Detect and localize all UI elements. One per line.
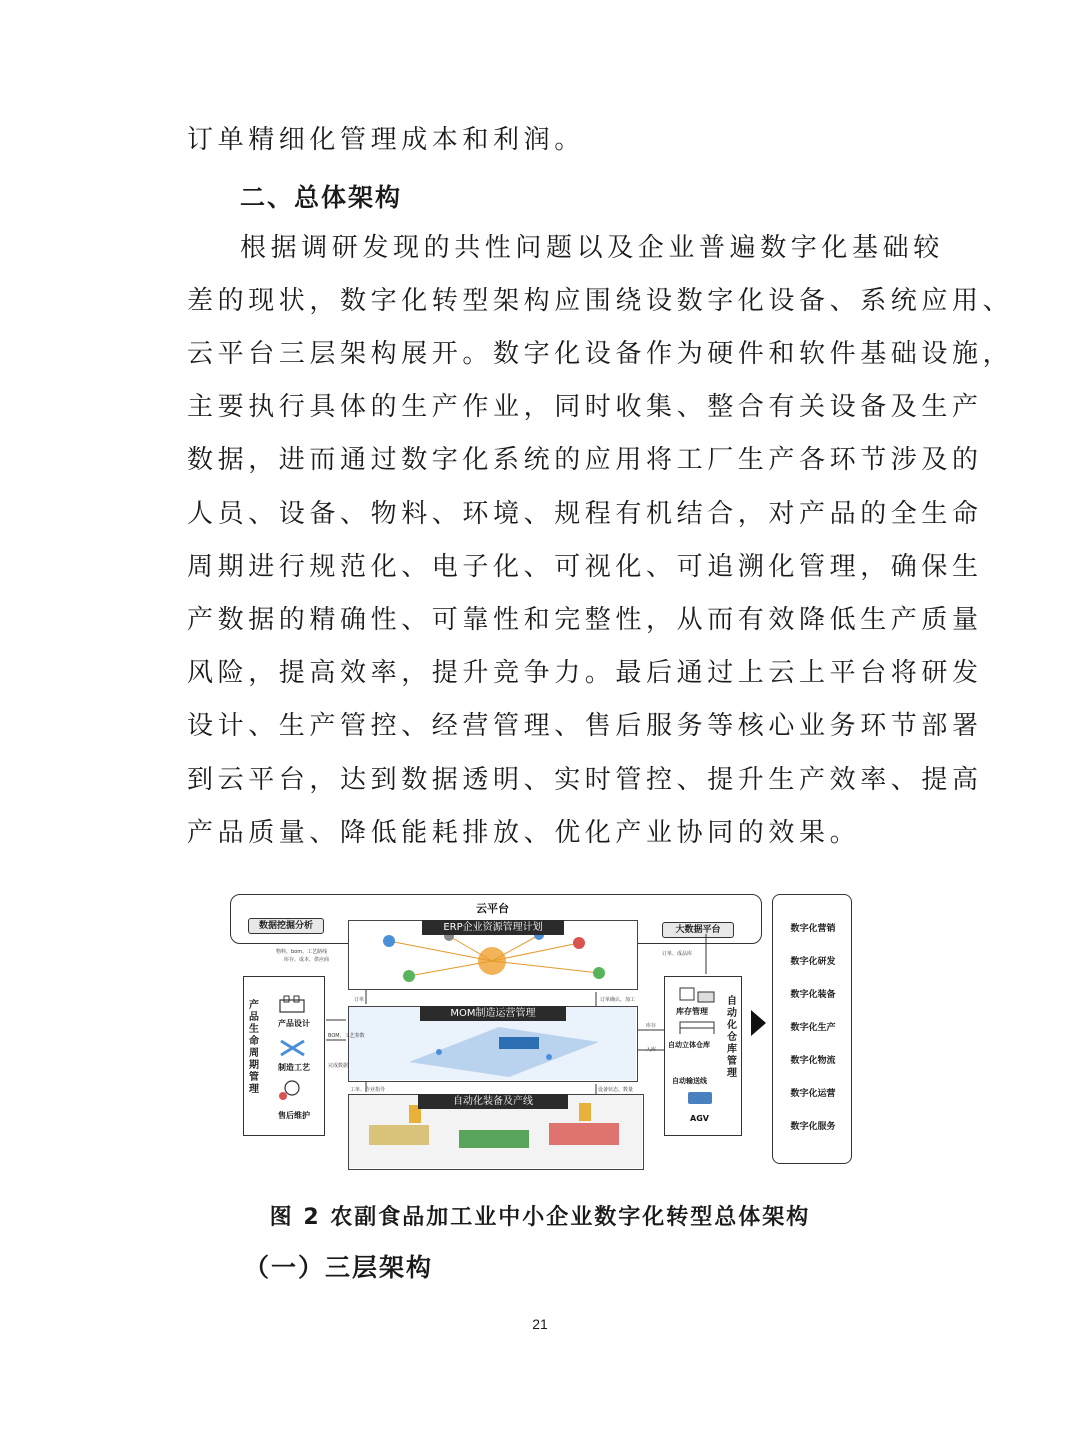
digital-item-production: 数字化生产: [790, 1023, 836, 1033]
flow-label-d: 订单确认、加工: [600, 997, 636, 1003]
body-line-8: 周期进行规范化、电子化、可视化、可追溯化管理，确保生: [187, 552, 983, 582]
body-line-12: 到云平台，达到数据透明、实时管控、提升生产效率、提高: [187, 765, 983, 795]
body-line-10: 风险，提高效率，提升竞争力。最后通过上云上平台将研发: [187, 658, 983, 688]
agv-icon: [686, 1088, 716, 1108]
tools-icon: [278, 1038, 308, 1058]
warehouse-label: 自动化仓库管理: [727, 996, 737, 1079]
body-line-1: 订单精细化管理成本和利润。: [187, 125, 585, 155]
subsection-heading: （一）三层架构: [244, 1253, 434, 1282]
after-sales-label: 售后维护: [278, 1111, 310, 1120]
factory-icon: [278, 994, 308, 1014]
flow-label-b: 库存、成本、供应商: [284, 957, 330, 963]
flow-label-f: BOM、工艺参数: [328, 1033, 365, 1039]
lifecycle-label: 产品生命周期管理: [249, 1000, 259, 1095]
flow-label-e: 订单、成品库: [662, 951, 693, 957]
conveyor-label: 自动输送线: [672, 1077, 707, 1085]
body-line-11: 设计、生产管控、经营管理、售后服务等核心业务环节部署: [187, 711, 983, 741]
flow-label-c: 订单: [354, 997, 365, 1003]
body-line-7: 人员、设备、物料、环境、规程有机结合，对产品的全生命: [187, 499, 983, 529]
flow-label-h: 库存: [646, 1023, 657, 1029]
body-line-2: 根据调研发现的共性问题以及企业普遍数字化基础较: [240, 233, 944, 263]
flow-label-g: 完成数据: [328, 1063, 349, 1069]
digital-item-rd: 数字化研发: [790, 957, 836, 967]
product-design-label: 产品设计: [278, 1019, 310, 1028]
section-heading: 二、总体架构: [240, 183, 403, 212]
digital-item-equipment: 数字化装备: [790, 990, 836, 1000]
body-line-9: 产数据的精确性、可靠性和完整性，从而有效降低生产质量: [187, 605, 983, 635]
body-line-3: 差的现状，数字化转型架构应围绕设数字化设备、系统应用、: [187, 286, 1014, 316]
agv-label: AGV: [690, 1114, 709, 1123]
cloud-title: 云平台: [476, 902, 509, 915]
warehouse-icon: [678, 984, 718, 1004]
digital-item-marketing: 数字化营销: [790, 924, 836, 934]
body-line-13: 产品质量、降低能耗排放、优化产业协同的效果。: [187, 818, 861, 848]
big-data-tag: 大数据平台: [662, 922, 734, 938]
flow-label-k: 设备状态、数量: [598, 1087, 634, 1093]
mom-title: MOM制造运营管理: [420, 1006, 566, 1021]
body-line-5: 主要执行具体的生产作业，同时收集、整合有关设备及生产: [187, 392, 983, 422]
automation-title: 自动化装备及产线: [418, 1094, 568, 1109]
auto-storage-label: 自动立体仓库: [668, 1041, 710, 1049]
shelf-icon: [678, 1020, 718, 1036]
data-mining-tag: 数据挖掘分析: [248, 918, 324, 934]
flow-label-a: 物料、bom、工艺路线: [276, 949, 328, 955]
digital-item-operations: 数字化运营: [790, 1089, 836, 1099]
process-label: 制造工艺: [278, 1063, 310, 1072]
body-line-6: 数据，进而通过数字化系统的应用将工厂生产各环节涉及的: [187, 445, 983, 475]
body-line-4: 云平台三层架构展开。数字化设备作为硬件和软件基础设施，: [187, 339, 1014, 369]
digital-item-logistics: 数字化物流: [790, 1056, 836, 1066]
service-icon: [278, 1078, 308, 1102]
figure-caption: 图 2 农副食品加工业中小企业数字化转型总体架构: [269, 1205, 811, 1230]
digital-capabilities-box: [772, 894, 852, 1164]
architecture-diagram: [226, 890, 856, 1170]
erp-title: ERP企业资源管理计划: [422, 920, 564, 935]
digital-item-service: 数字化服务: [790, 1122, 836, 1132]
flow-label-i: 入库: [646, 1047, 657, 1053]
page-number: 21: [532, 1316, 548, 1332]
inventory-label: 库存管理: [676, 1007, 708, 1016]
flow-label-j: 工单、作业指导: [350, 1087, 386, 1093]
